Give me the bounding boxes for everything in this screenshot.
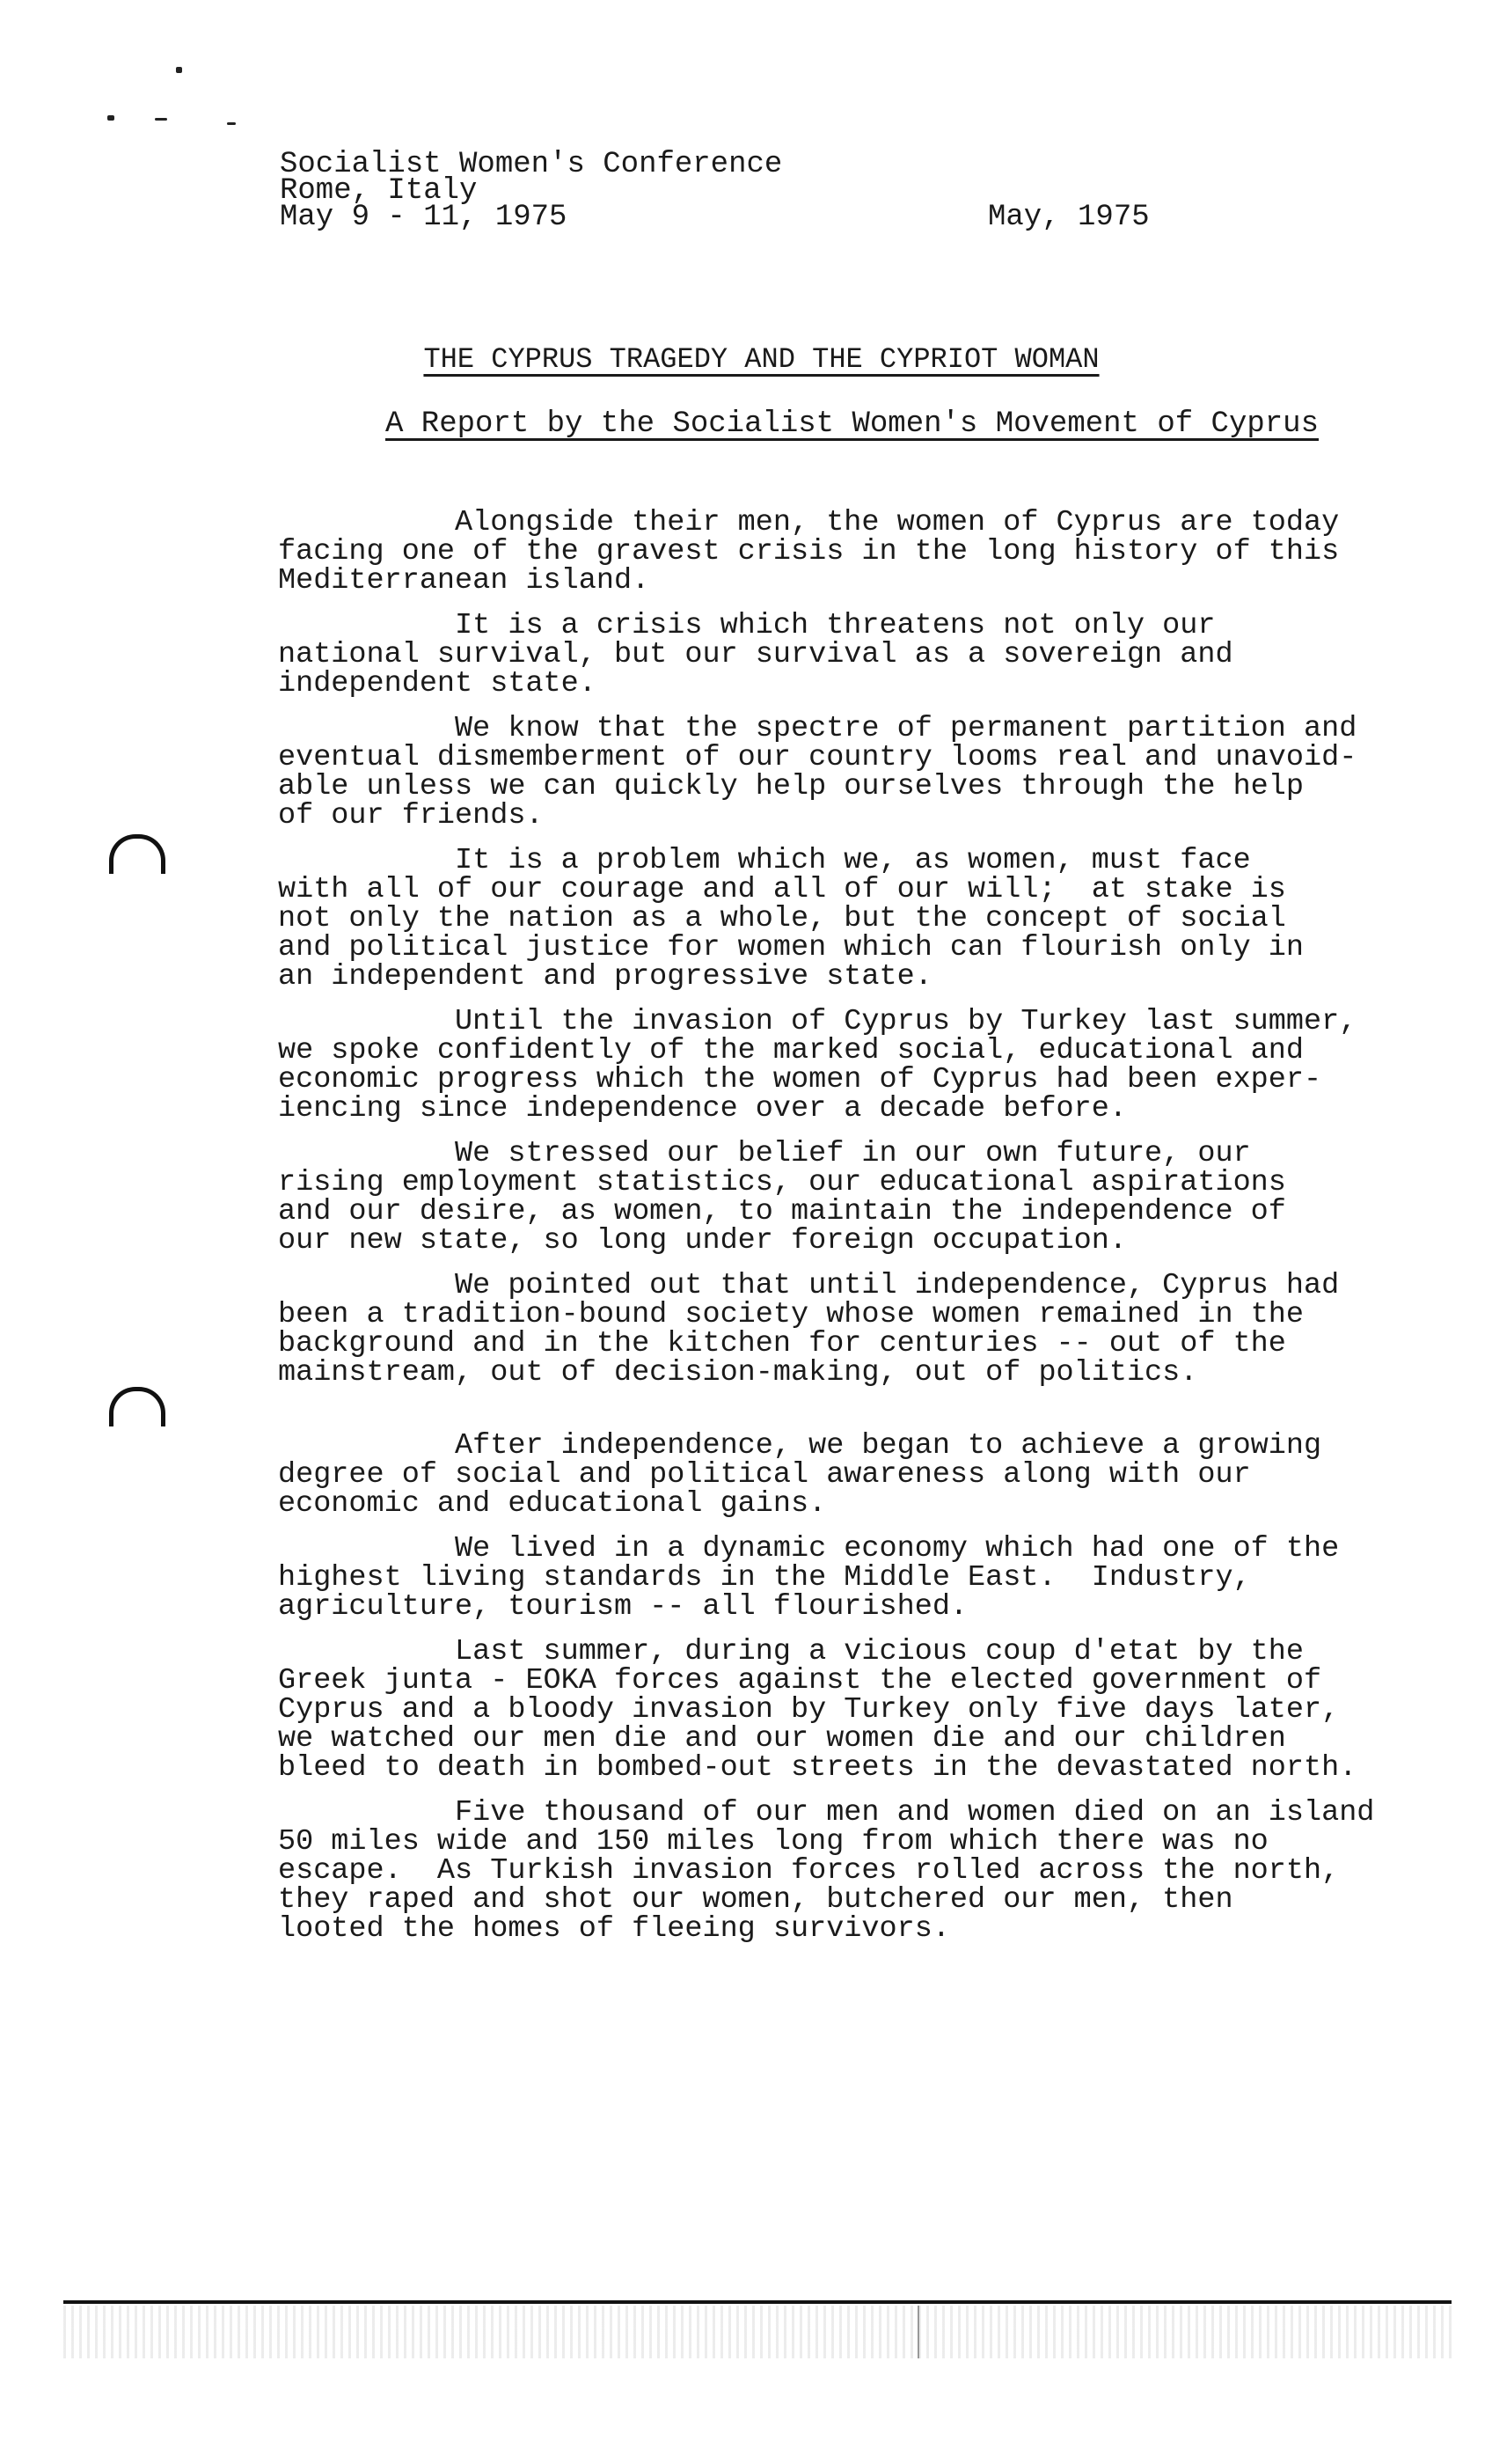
paragraph: It is a problem which we, as women, must face with all of our courage and all of our will; at stake is not only the nation as a whole, but the concept of social and political justice for women which can flourish only in an independent and progressive state.: [278, 844, 1304, 994]
binder-hole-top: [109, 834, 165, 874]
paragraph: Alongside their men, the women of Cyprus are today facing one of the gravest crisis in the long history of this Mediterranean island.: [278, 506, 1340, 598]
paragraph: We know that the spectre of permanent partition and eventual dismemberment of our country looms real and unavoid- able unless we can quickly help ourselves through the help of our friends.: [278, 712, 1357, 832]
conference-location: Rome, Italy: [280, 174, 478, 208]
stray-mark: [176, 67, 182, 73]
document-subtitle: A Report by the Socialist Women's Movement of Cyprus: [385, 407, 1319, 441]
binder-hole-bottom: [109, 1387, 165, 1426]
paragraph: Five thousand of our men and women died on an island 50 miles wide and 150 miles long from which there was no escape. As Turkish invasion forces rolled across the north, they raped and shot our women, butchered our men, then looted the homes of fleeing survivors.: [278, 1796, 1375, 1946]
paragraph: Until the invasion of Cyprus by Turkey last summer, we spoke confidently of the marked social, educational and economic progress which the women of Cyprus had been exper- iencing since independence over a decade before.: [278, 1005, 1357, 1126]
stray-mark: [227, 122, 236, 125]
paragraph: We stressed our belief in our own future, our rising employment statistics, our educational aspirations and our desire, as women, to maintain the independence of our new state, so long under foreign occupation.: [278, 1137, 1286, 1258]
document-title: [0, 343, 1492, 376]
document-title-text: THE CYPRUS TRAGEDY AND THE CYPRIOT WOMAN: [423, 343, 1100, 376]
conference-dates: May 9 - 11, 1975: [280, 201, 567, 234]
document-body: [278, 506, 1378, 1960]
document-date: May, 1975: [988, 201, 1150, 234]
paragraph: After independence, we began to achieve a growing degree of social and political awareness along with our economic and educational gains.: [278, 1429, 1322, 1521]
paragraph: We lived in a dynamic economy which had one of the highest living standards in the Middle East. Industry, agriculture, tourism -- all flourished.: [278, 1532, 1340, 1624]
footer-scan-artifact: [63, 2306, 1452, 2358]
paragraph: We pointed out that until independence, Cyprus had been a tradition-bound society whose women remained in the background and in the kitchen for centuries -- out of the mainstream, out of decision-making, out of politics.: [278, 1269, 1340, 1390]
footer-rule: [63, 2300, 1452, 2304]
conference-name: Socialist Women's Conference: [280, 148, 783, 181]
stray-mark: [155, 118, 167, 121]
stray-mark: [107, 115, 114, 121]
paragraph: Last summer, during a vicious coup d'etat by the Greek junta - EOKA forces against the elected government of Cyprus and a bloody invasion by Turkey only five days later, we watched our men die and our women die and our children bleed to death in bombed-out streets in the devastated north.: [278, 1635, 1357, 1785]
conference-header: [280, 148, 783, 234]
paragraph: It is a crisis which threatens not only our national survival, but our survival as a sovereign and independent state.: [278, 609, 1233, 700]
footer-divider: [918, 2306, 919, 2358]
